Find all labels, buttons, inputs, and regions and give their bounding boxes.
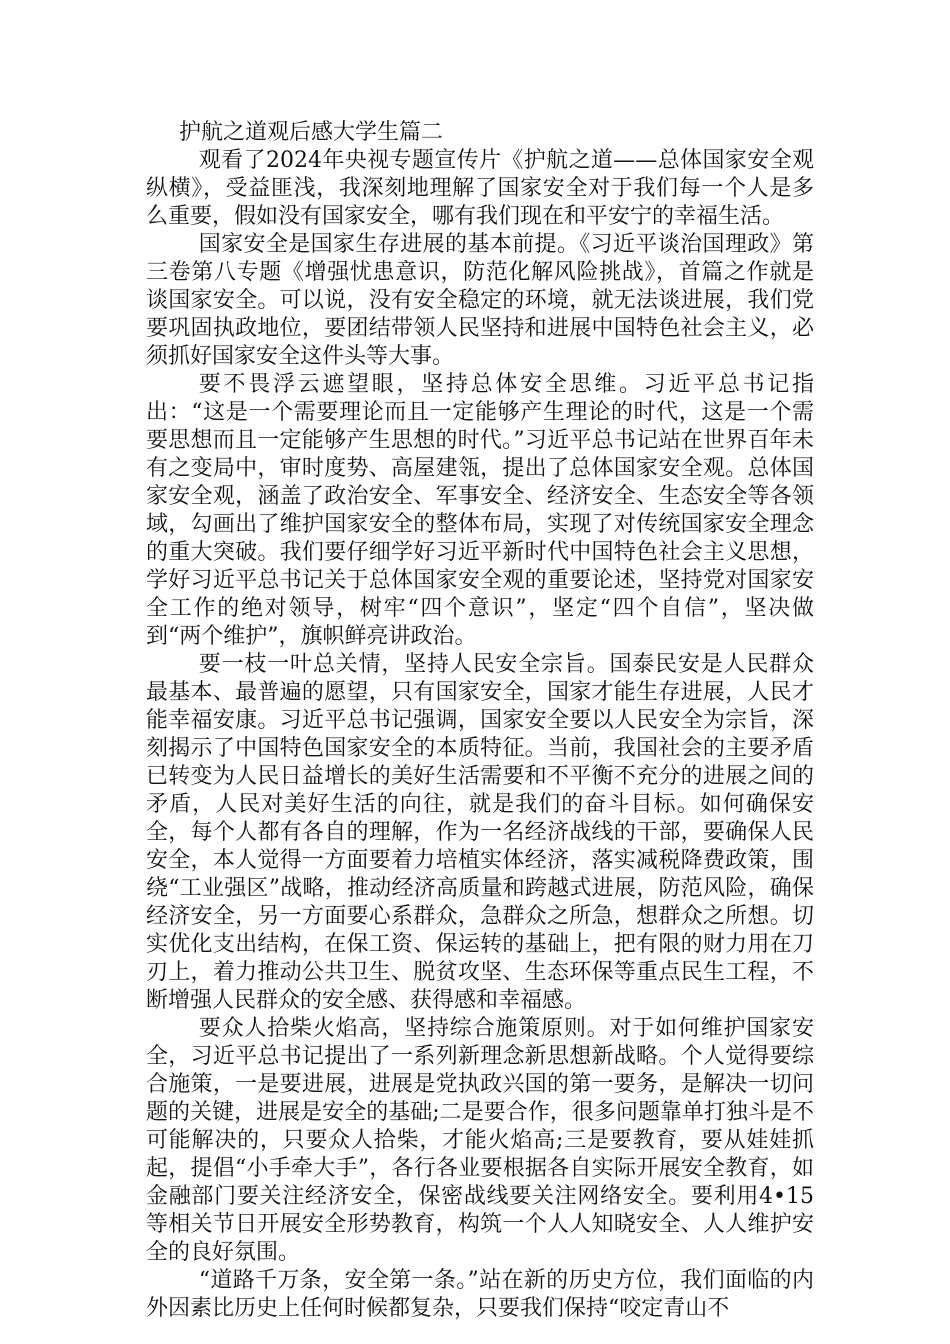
- document-body: [146, 119, 814, 1323]
- paragraph-holistic-thinking: 要不畏浮云遮望眼，坚持总体安全思维。习近平总书记指出：“这是一个需要理论而且一定能够产生理论的时代，这是一个需要思想而且一定能够产生思想的时代。”习近平总书记站在世界百年未有之变局中，审时度势、高屋建瓴，提出了总体国家安全观。总体国家安全观，涵盖了政治安全、军事安全、经济安全、生态安全等各领域，勾画出了维护国家安全的整体布局，实现了对传统国家安全理念的重大突破。我们要仔细学好习近平新时代中国特色社会主义思想，学好习近平总书记关于总体国家安全观的重要论述，坚持党对国家安全工作的绝对领导，树牢“四个意识”，坚定“四个自信”，坚决做到“两个维护”，旗帜鲜亮讲政治。: [146, 372, 814, 649]
- paragraph-intro: 观看了2024年央视专题宣传片《护航之道——总体国家安全观纵横》，受益匪浅，我深刻地理解了国家安全对于我们每一个人是多么重要，假如没有国家安全，哪有我们现在和平安宁的幸福生活。: [146, 148, 814, 229]
- document-title: 护航之道观后感大学生篇二: [179, 120, 444, 145]
- paragraph-people-security: 要一枝一叶总关情，坚持人民安全宗旨。国泰民安是人民群众最基本、最普遍的愿望，只有国家安全，国家才能生存进展，人民才能幸福安康。习近平总书记强调，国家安全要以人民安全为宗旨，深刻揭示了中国特色国家安全的本质特征。当前，我国社会的主要矛盾已转变为人民日益增长的美好生活需要和不平衡不充分的进展之间的矛盾，人民对美好生活的向往，就是我们的奋斗目标。如何确保安全，每个人都有各自的理解，作为一名经济战线的干部，要确保人民安全，本人觉得一方面要着力培植实体经济，落实减税降费政策，围绕“工业强区”战略，推动经济高质量和跨越式进展，防范风险，确保经济安全，另一方面要心系群众，急群众之所急，想群众之所想。切实优化支出结构，在保工资、保运转的基础上，把有限的财力用在刀刃上，着力推动公共卫生、脱贫攻坚、生态环保等重点民生工程，不断增强人民群众的安全感、获得感和幸福感。: [146, 652, 814, 1013]
- paragraph-closing: “道路千万条，安全第一条。”站在新的历史方位，我们面临的内外因素比历史上任何时候都复杂，只要我们保持“咬定青山不: [146, 1268, 814, 1321]
- paragraph-comprehensive-measures: 要众人拾柴火焰高，坚持综合施策原则。对于如何维护国家安全，习近平总书记提出了一系列新理念新思想新战略。个人觉得要综合施策，一是要进展，进展是党执政兴国的第一要务，是解决一切问题的关键，进展是安全的基础;二是要合作，很多问题靠单打独斗是不可能解决的，只要众人拾柴，才能火焰高;三是要教育，要从娃娃抓起，提倡“小手牵大手”，各行各业要根据各自实际开展安全教育，如金融部门要关注经济安全，保密战线要关注网络安全。要利用4•15等相关节日开展安全形势教育，构筑一个人人知晓安全、人人维护安全的良好氛围。: [146, 1016, 814, 1265]
- paragraph-national-security-premise: 国家安全是国家生存进展的基本前提。《习近平谈治国理政》第三卷第八专题《增强忧患意识，防范化解风险挑战》，首篇之作就是谈国家安全。可以说，没有安全稳定的环境，就无法谈进展，我们党要巩固执政地位，要团结带领人民坚持和进展中国特色社会主义，必须抓好国家安全这件头等大事。: [146, 232, 814, 369]
